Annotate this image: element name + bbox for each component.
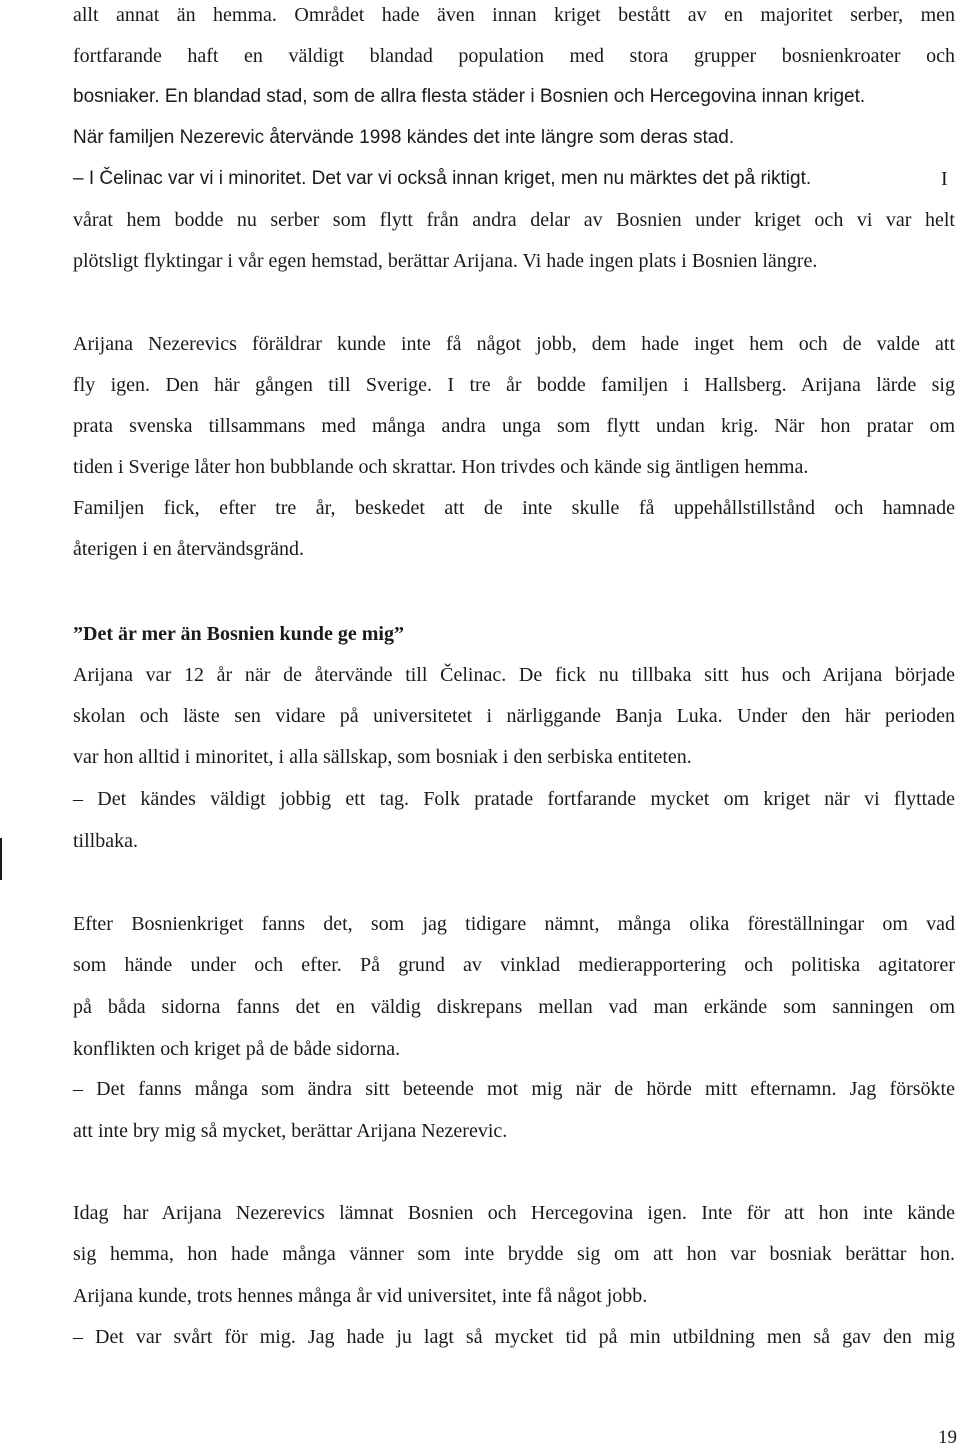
body-text-line: Idag har Arijana Nezerevics lämnat Bosnien och Hercegovina igen. Inte för att hon inte kände bbox=[73, 1202, 955, 1224]
body-text-line: Efter Bosnienkriget fanns det, som jag tidigare nämnt, många olika föreställningar om vad bbox=[73, 913, 955, 935]
body-text-line: Arijana kunde, trots hennes många år vid universitet, inte få något jobb. bbox=[73, 1285, 648, 1307]
body-text-line: var hon alltid i minoritet, i alla sällskap, som bosniak i den serbiska entiteten. bbox=[73, 746, 692, 768]
body-text-line: Arijana var 12 år när de återvände till Čelinac. De fick nu tillbaka sitt hus och Arijana började bbox=[73, 664, 955, 686]
body-text-line: konflikten och kriget på de både sidorna. bbox=[73, 1038, 401, 1060]
body-text-line: återigen i en återvändsgränd. bbox=[73, 538, 305, 560]
body-text-line: prata svenska tillsammans med många andra unga som flytt undan krig. När hon pratar om bbox=[73, 415, 955, 437]
body-text-line: fly igen. Den här gången till Sverige. I tre år bodde familjen i Hallsberg. Arijana lärde sig bbox=[73, 374, 955, 396]
body-text-line: skolan och läste sen vidare på universitetet i närliggande Banja Luka. Under den här perioden bbox=[73, 705, 955, 727]
body-text-line: fortfarande haft en väldigt blandad population med stora grupper bosnienkroater och bbox=[73, 45, 955, 67]
body-text-line: tillbaka. bbox=[73, 830, 138, 852]
quote-line bbox=[73, 167, 811, 191]
quote-part-2: Det var vi också innan kriget, men nu märktes det på riktigt. bbox=[311, 168, 812, 189]
body-text-line: allt annat än hemma. Området hade även innan kriget bestått av en majoritet serber, men bbox=[73, 4, 955, 26]
quote-part-1: – I Čelinac var vi i minoritet. bbox=[73, 168, 307, 189]
body-text-line: I bbox=[941, 168, 948, 190]
body-text-line: – Det fanns många som ändra sitt beteende mot mig när de hörde mitt efternamn. Jag försökte bbox=[73, 1078, 955, 1100]
body-text-line: bosniaker. En blandad stad, som de allra flesta städer i Bosnien och Hercegovina innan kriget. bbox=[73, 86, 866, 107]
body-text-line: – Det var svårt för mig. Jag hade ju lagt så mycket tid på min utbildning men så gav den mig bbox=[73, 1326, 955, 1348]
body-text-line: på båda sidorna fanns det en väldig diskrepans mellan vad man erkände som sanningen om bbox=[73, 996, 955, 1018]
margin-change-bar bbox=[0, 838, 2, 880]
body-text-line: plötsligt flyktingar i vår egen hemstad, berättar Arijana. Vi hade ingen plats i Bosnien längre. bbox=[73, 250, 818, 272]
page-number: 19 bbox=[938, 1427, 957, 1448]
body-text-line: Familjen fick, efter tre år, beskedet att de inte skulle få uppehållstillstånd och hamnade bbox=[73, 497, 955, 519]
body-text-line: Arijana Nezerevics föräldrar kunde inte få något jobb, dem hade inget hem och de valde att bbox=[73, 333, 955, 355]
body-text-line: – Det kändes väldigt jobbig ett tag. Folk pratade fortfarande mycket om kriget när vi flyttade bbox=[73, 788, 955, 810]
body-text-line: att inte bry mig så mycket, berättar Arijana Nezerevic. bbox=[73, 1120, 508, 1142]
section-heading: ”Det är mer än Bosnien kunde ge mig” bbox=[73, 623, 404, 645]
body-text-line: som hände under och efter. På grund av vinklad medierapportering och politiska agitatorer bbox=[73, 954, 955, 976]
body-text-line: sig hemma, hon hade många vänner som inte brydde sig om att hon var bosniak berättar hon. bbox=[73, 1243, 955, 1265]
body-text-line: vårat hem bodde nu serber som flytt från andra delar av Bosnien under kriget och vi var helt bbox=[73, 209, 955, 231]
body-text-line: När familjen Nezerevic återvände 1998 kändes det inte längre som deras stad. bbox=[73, 127, 735, 148]
body-text-line: tiden i Sverige låter hon bubblande och skrattar. Hon trivdes och kände sig äntligen hemma. bbox=[73, 456, 809, 478]
